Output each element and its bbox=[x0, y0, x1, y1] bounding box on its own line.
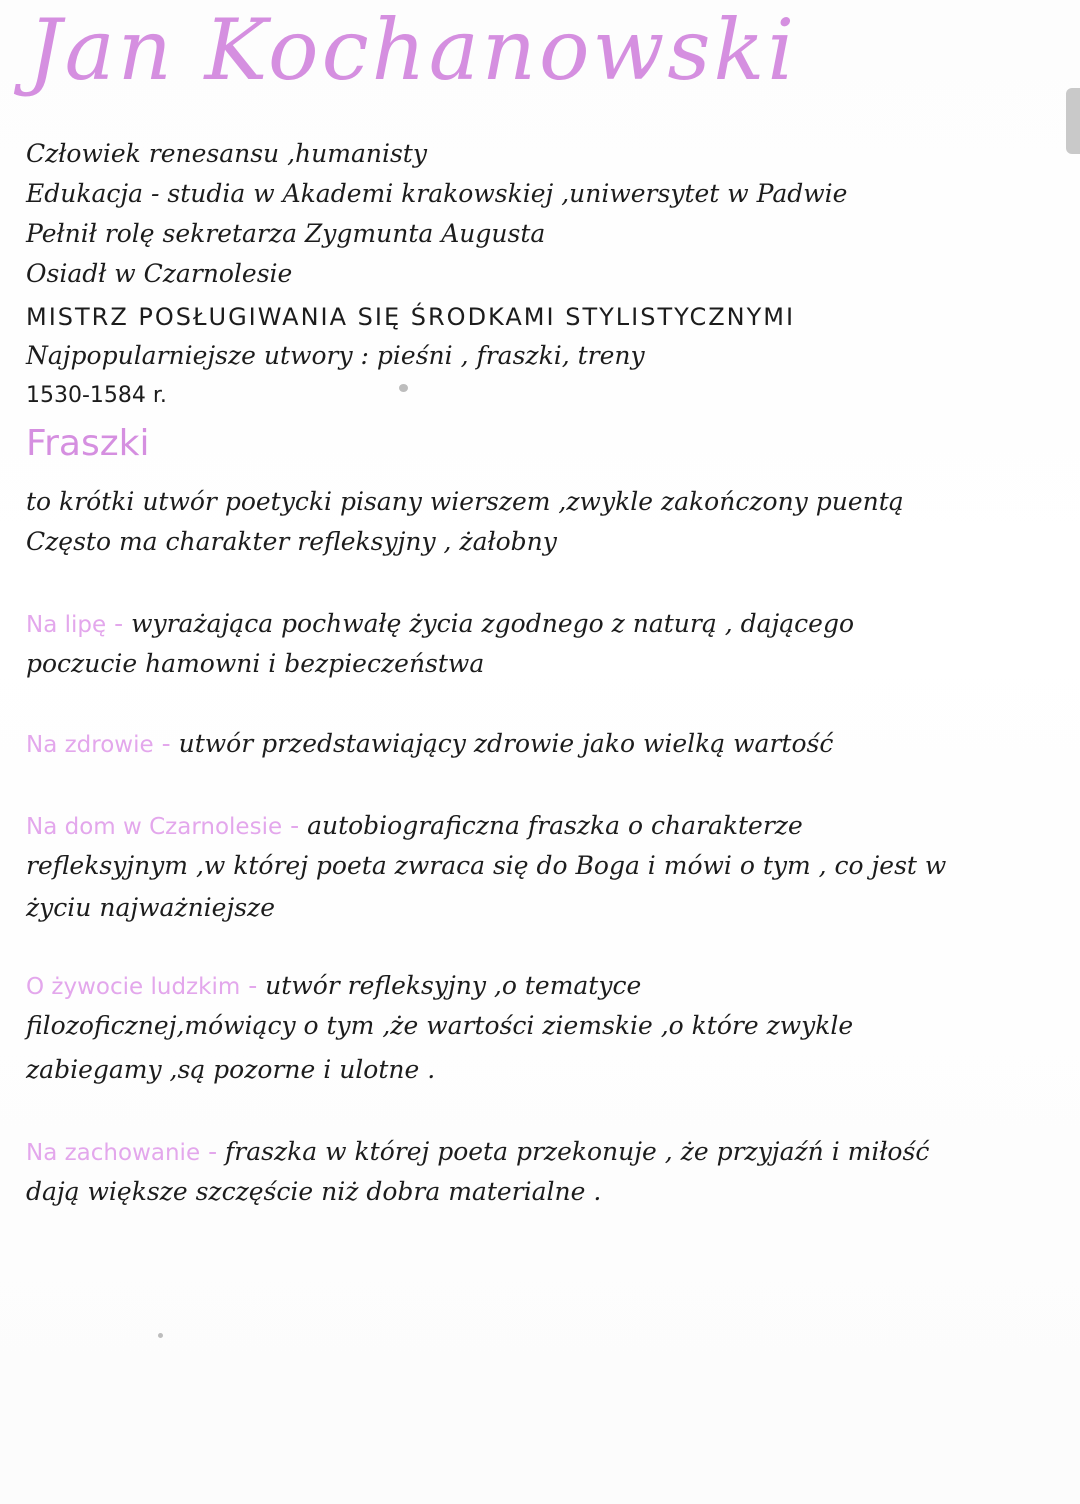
entry-separator: - bbox=[248, 971, 258, 1000]
entry-separator: - bbox=[161, 729, 171, 758]
bio-dates: 1530-1584 r. bbox=[26, 383, 167, 408]
entry-na-zdrowie bbox=[26, 728, 833, 761]
paper-speck bbox=[158, 1333, 163, 1338]
entry-title: Na zachowanie bbox=[26, 1140, 201, 1166]
entry-text-line: poczucie hamowni i bezpieczeństwa bbox=[26, 649, 485, 678]
bio-line: Edukacja - studia w Akademi krakowskiej ,uniwersytet w Padwie bbox=[26, 179, 848, 208]
entry-separator: - bbox=[208, 1137, 218, 1166]
entry-text: fraszka w której poeta przekonuje , że przyjaźń i miłość bbox=[225, 1137, 930, 1166]
entry-na-zachowanie bbox=[26, 1136, 929, 1169]
entry-text-line: dają większe szczęście niż dobra materialne . bbox=[26, 1177, 602, 1206]
definition-line: to krótki utwór poetycki pisany wierszem ,zwykle zakończony puentą bbox=[26, 487, 904, 516]
entry-text-line: filozoficznej,mówiący o tym ,że wartości ziemskie ,o które zwykle bbox=[26, 1011, 854, 1040]
entry-title: Na lipę bbox=[26, 612, 107, 638]
entry-title: Na zdrowie bbox=[26, 732, 154, 758]
bio-line: Osiadł w Czarnolesie bbox=[26, 259, 293, 288]
entry-na-dom-w-czarnolesie bbox=[26, 810, 803, 843]
paper-speck bbox=[399, 384, 408, 392]
page-edge-tab bbox=[1066, 88, 1080, 154]
entry-na-lipe bbox=[26, 608, 854, 641]
definition-line: Często ma charakter refleksyjny , żałobny bbox=[26, 527, 557, 556]
entry-text: autobiograficzna fraszka o charakterze bbox=[307, 811, 803, 840]
entry-text: utwór refleksyjny ,o tematyce bbox=[265, 971, 642, 1000]
bio-line-caps: MISTRZ POSŁUGIWANIA SIĘ ŚRODKAMI STYLISTYCZNYMI bbox=[26, 303, 796, 331]
section-heading-fraszki: Fraszki bbox=[26, 423, 150, 464]
entry-separator: - bbox=[290, 811, 300, 840]
entry-text-line: zabiegamy ,są pozorne i ulotne . bbox=[26, 1055, 436, 1084]
entry-separator: - bbox=[114, 609, 124, 638]
entry-o-zywocie-ludzkim bbox=[26, 970, 641, 1003]
bio-line: Najpopularniejsze utwory : pieśni , fraszki, treny bbox=[26, 341, 645, 370]
entry-text: utwór przedstawiający zdrowie jako wielką wartość bbox=[178, 729, 834, 758]
entry-text: wyrażająca pochwałę życia zgodnego z naturą , dającego bbox=[131, 609, 855, 638]
page-title: Jan Kochanowski bbox=[28, 1, 798, 99]
bio-line: Pełnił rolę sekretarza Zygmunta Augusta bbox=[26, 219, 546, 248]
entry-text-line: życiu najważniejsze bbox=[26, 893, 276, 922]
entry-title: Na dom w Czarnolesie bbox=[26, 814, 283, 840]
bio-line: Człowiek renesansu ,humanisty bbox=[26, 139, 427, 168]
entry-title: O żywocie ludzkim bbox=[26, 974, 241, 1000]
entry-text-line: refleksyjnym ,w której poeta zwraca się do Boga i mówi o tym , co jest w bbox=[26, 851, 947, 880]
